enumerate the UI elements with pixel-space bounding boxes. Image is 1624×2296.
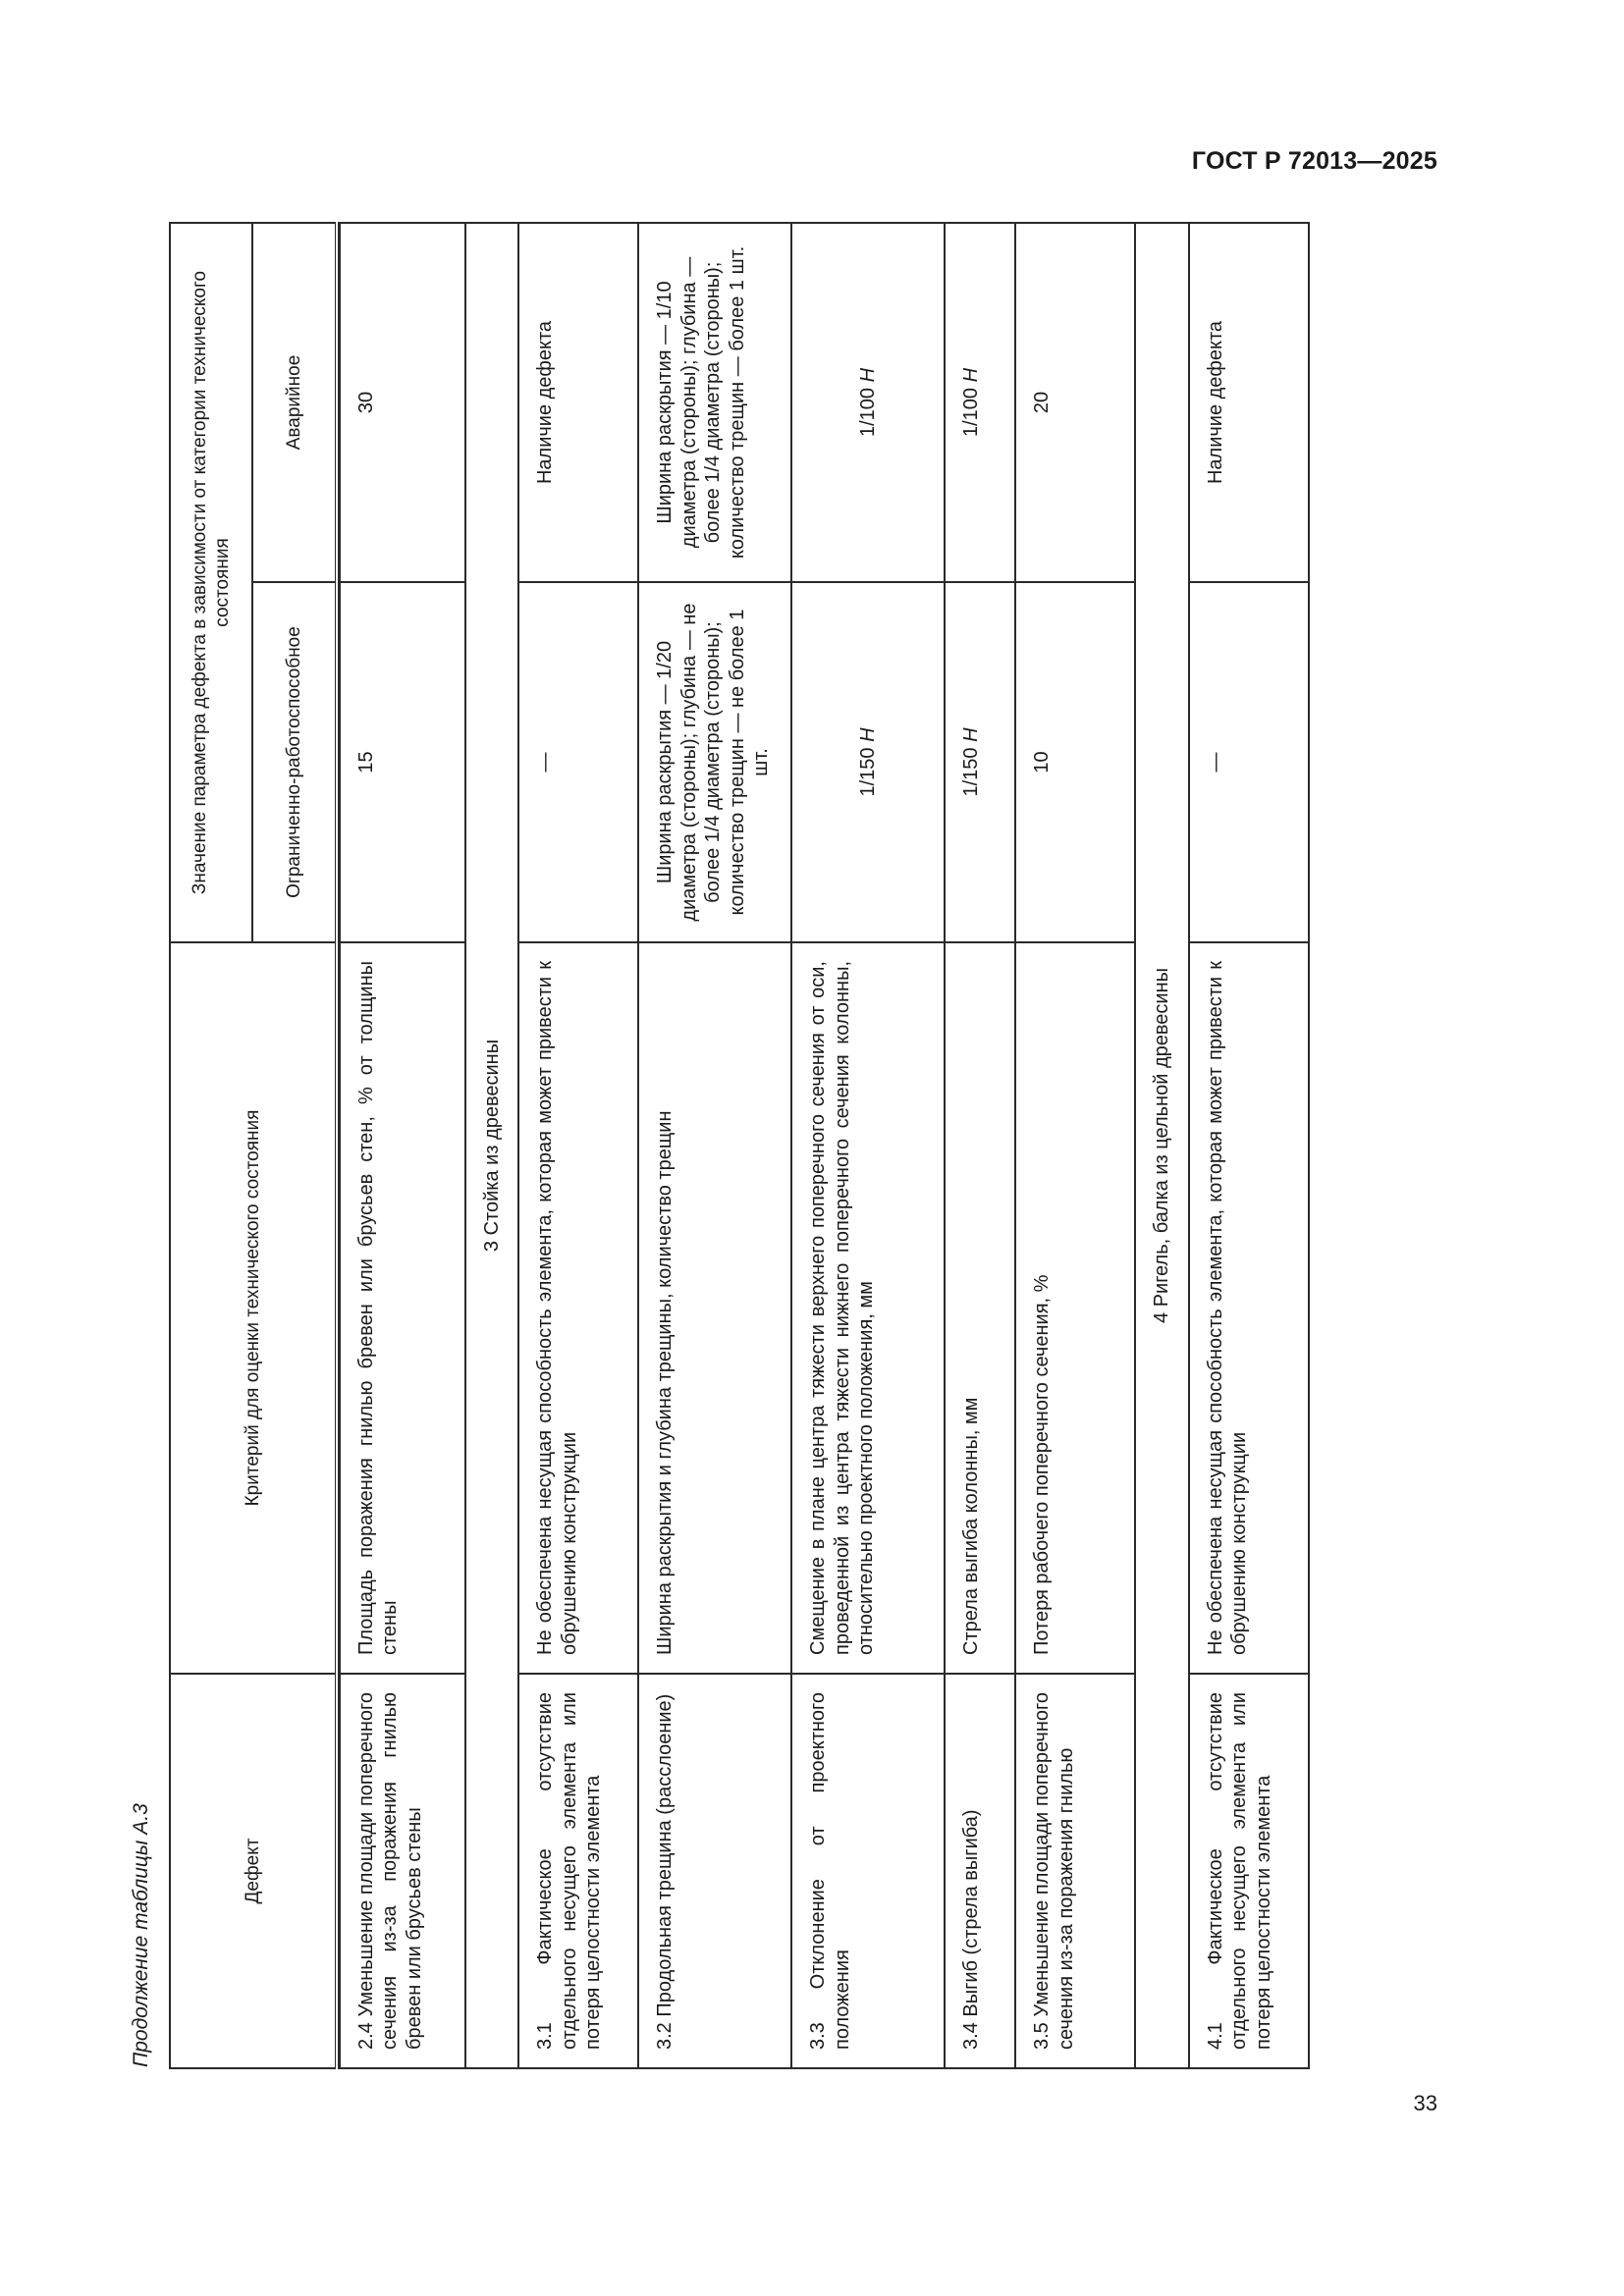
defect-cell: 3.4 Выгиб (стрела выгиба) — [945, 1674, 1015, 2068]
limited-cell: Ширина раскрытия — 1/20 диаметра (стороны); глубина — не более 1/4 диаметра (стороны); количество трещин — не более 1 шт. — [638, 582, 791, 942]
limited-cell: — — [518, 582, 638, 942]
criterion-cell: Стрела выгиба колонны, мм — [945, 942, 1015, 1674]
section-title: 3 Стойка из древесины — [465, 223, 518, 2068]
emergency-cell: Наличие дефекта — [1189, 223, 1309, 582]
criterion-cell: Потеря рабочего поперечного сечения, % — [1015, 942, 1135, 1674]
table-caption: Продолжение таблицы А.3 — [130, 1803, 152, 2067]
defect-cell: 3.2 Продольная трещина (расслоение) — [638, 1674, 791, 2068]
criterion-cell: Не обеспечена несущая способность элемента, которая может привести к обрушению конструкции — [518, 942, 638, 1674]
criterion-cell: Площадь поражения гнилью бревен или брусьев стен, % от толщины стены — [340, 942, 465, 1674]
rotated-table-block — [114, 224, 1420, 2069]
section-row — [465, 223, 518, 2068]
table-row — [518, 223, 638, 2068]
defect-cell: 4.1 Фактическое отсутствие отдельного несущего элемента или потеря целостности элемента — [1189, 1674, 1309, 2068]
limited-cell: — — [1189, 582, 1309, 942]
limited-cell — [945, 582, 1015, 942]
emergency-fraction: 1/100 — [960, 387, 983, 438]
defect-cell: 3.5 Уменьшение площади поперечного сечения из-за поражения гнилью — [1015, 1674, 1135, 2068]
limited-height-var: H — [960, 727, 983, 742]
emergency-cell: 20 — [1015, 223, 1135, 582]
limited-cell: 15 — [340, 582, 465, 942]
emergency-cell: 30 — [340, 223, 465, 582]
col-header-criterion: Критерий для оценки технического состояния — [170, 942, 337, 1674]
col-header-emergency: Аварийное — [252, 223, 337, 582]
col-header-defect: Дефект — [170, 1674, 337, 2068]
criterion-cell: Не обеспечена несущая способность элемента, которая может привести к обрушению конструкции — [1189, 942, 1309, 1674]
table-row — [1015, 223, 1135, 2068]
limited-fraction: 1/150 — [857, 747, 880, 797]
col-header-limited: Ограниченно-работоспособное — [252, 582, 337, 942]
section-row — [1135, 223, 1188, 2068]
defect-cell: 3.1 Фактическое отсутствие отдельного несущего элемента или потеря целостности элемента — [518, 1674, 638, 2068]
criterion-cell: Ширина раскрытия и глубина трещины, количество трещин — [638, 942, 791, 1674]
criterion-cell: Смещение в плане центра тяжести верхнего поперечного сечения от оси, проведенной из центра тяжести нижнего поперечного сечения колонны, относительно проектного положения, мм — [791, 942, 945, 1674]
limited-cell: 10 — [1015, 582, 1135, 942]
table-row — [945, 223, 1015, 2068]
section-title: 4 Ригель, балка из цельной древесины — [1135, 223, 1188, 2068]
table-row — [638, 223, 791, 2068]
emergency-cell: Ширина раскрытия — 1/10 диаметра (стороны); глубина — более 1/4 диаметра (стороны); количество трещин — более 1 шт. — [638, 223, 791, 582]
limited-fraction: 1/150 — [960, 747, 983, 797]
col-header-value-group: Значение параметра дефекта в зависимости от категории технического состояния — [170, 223, 252, 942]
limited-height-var: H — [857, 727, 880, 742]
table-row — [1189, 223, 1309, 2068]
emergency-height-var: H — [857, 367, 880, 383]
emergency-cell — [791, 223, 945, 582]
defect-cell: 3.3 Отклонение от проектного положения — [791, 1674, 945, 2068]
defect-cell: 2.4 Уменьшение площади поперечного сечения из-за поражения гнилью бревен или брусьев стены — [340, 1674, 465, 2068]
emergency-cell — [945, 223, 1015, 582]
emergency-fraction: 1/100 — [857, 387, 880, 438]
defects-table — [169, 222, 1310, 2069]
table-header-row — [170, 223, 252, 2068]
emergency-cell: Наличие дефекта — [518, 223, 638, 582]
table-row — [340, 223, 465, 2068]
page-number: 33 — [1413, 2091, 1437, 2115]
document-code: ГОСТ Р 72013—2025 — [1191, 147, 1437, 175]
limited-cell — [791, 582, 945, 942]
emergency-height-var: H — [960, 367, 983, 383]
table-row — [791, 223, 945, 2068]
